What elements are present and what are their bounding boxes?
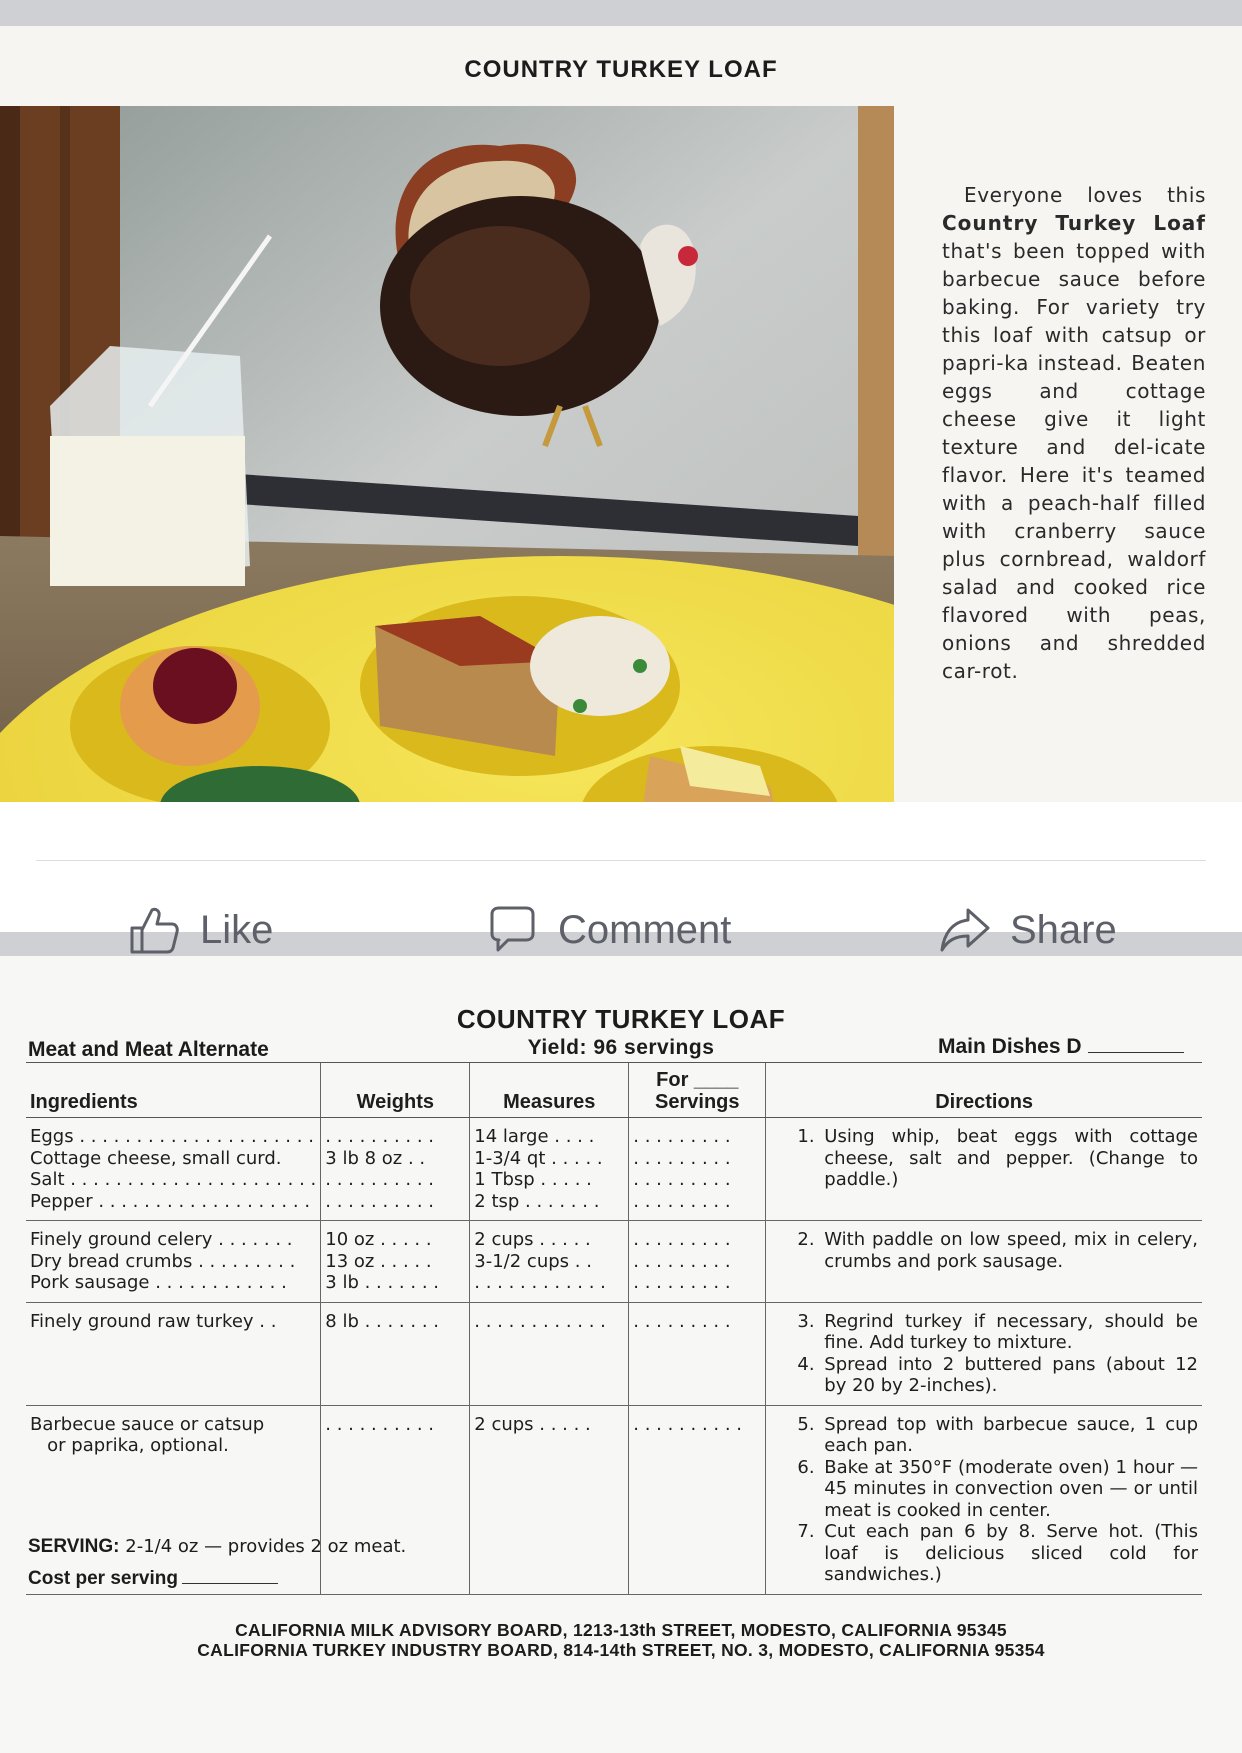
directions-cell [766,1221,1202,1303]
cost-per-serving [28,1568,278,1590]
action-divider [36,860,1206,861]
section-label: Main Dishes D [938,1035,1082,1058]
header-directions: Directions [766,1063,1202,1118]
ingredient-cell: Finely ground raw turkey . . [26,1302,321,1405]
cost-blank-line [182,1583,278,1584]
measure-cell: 14 large . . . . 1-3/4 qt . . . . . 1 Tbsp . . . . . 2 tsp . . . . . . . [470,1118,629,1221]
share-arrow-icon [936,902,992,958]
serving-info [28,1536,406,1558]
speech-bubble-icon [484,902,540,958]
like-button[interactable] [126,902,273,958]
recipe-row [26,1405,1202,1594]
header-servings: For ____ Servings [629,1063,766,1118]
measure-cell: . . . . . . . . . . . . [470,1302,629,1405]
weight-cell: . . . . . . . . . . 3 lb 8 oz . . . . . . . . . . . . . . . . . . . . . . [321,1118,470,1221]
directions-cell [766,1405,1202,1594]
recipe-blurb [942,181,1206,685]
header-weights: Weights [321,1063,470,1118]
direction-step: 7. Cut each pan 6 by 8. Serve hot. (This loaf is delicious sliced cold for sandwiches.) [820,1521,1198,1586]
servings-cell: . . . . . . . . . . . . . . . . . . . . . . . . . . . [629,1221,766,1303]
direction-step: 4. Spread into 2 buttered pans (about 12 by 20 by 2-inches). [820,1354,1198,1397]
weight-cell: 8 lb . . . . . . . [321,1302,470,1405]
top-gray-bar [0,0,1242,26]
direction-steps [770,1414,1198,1586]
direction-step: 5. Spread top with barbecue sauce, 1 cup each pan. [820,1414,1198,1457]
weight-cell: 10 oz . . . . . 13 oz . . . . . 3 lb . . . . . . . [321,1221,470,1303]
recipe-yield: Yield: 96 servings [527,1036,715,1059]
measure-cell: 2 cups . . . . . 3-1/2 cups . . . . . . . . . . . . . . [470,1221,629,1303]
section-blank-line [1088,1052,1184,1053]
recipe-row [26,1221,1202,1303]
servings-cell: . . . . . . . . . . . . . . . . . . . . . . . . . . . . . . . . . . . . [629,1118,766,1221]
recipe-table-header [26,1063,1202,1118]
ingredient-cell: Finely ground celery . . . . . . . Dry bread crumbs . . . . . . . . . Pork sausage . . . . . . . . . . . . [26,1221,321,1303]
serving-text: 2-1/4 oz — provides 2 oz meat. [125,1536,407,1557]
header-measures: Measures [470,1063,629,1118]
like-label: Like [200,907,274,952]
comment-label: Comment [558,907,732,952]
address-turkey-board: CALIFORNIA TURKEY INDUSTRY BOARD, 814-14th STREET, NO. 3, MODESTO, CALIFORNIA 95354 [197,1640,1045,1660]
post-image-top[interactable] [0,26,1242,802]
direction-steps [770,1311,1198,1397]
directions-cell [766,1302,1202,1405]
address-milk-board: CALIFORNIA MILK ADVISORY BOARD, 1213-13th STREET, MODESTO, CALIFORNIA 95345 [235,1620,1007,1640]
recipe-category: Meat and Meat Alternate [28,1038,269,1061]
ingredient-cell: Eggs . . . . . . . . . . . . . . . . . . . . . Cottage cheese, small curd. Salt . . . . . . . . . . . . . . . . . . . . . . Pepper . . . . . . . . . . . . . . . . . . . [26,1118,321,1221]
direction-step: 2. With paddle on low speed, mix in celery, crumbs and pork sausage. [820,1229,1198,1272]
post-action-bar [0,802,1242,952]
servings-cell: . . . . . . . . . [629,1302,766,1405]
serving-label: SERVING: [28,1536,120,1557]
ingredient-cell: Barbecue sauce or catsup or paprika, optional. [26,1405,321,1594]
direction-steps [770,1229,1198,1272]
blurb-intro: Everyone loves this [964,183,1206,207]
direction-step: 6. Bake at 350°F (moderate oven) 1 hour — 45 minutes in convection oven — or until meat is cooked in center. [820,1457,1198,1522]
thumbs-up-icon [126,902,182,958]
recipe-row [26,1302,1202,1405]
measure-cell: 2 cups . . . . . [470,1405,629,1594]
share-button[interactable] [936,902,1117,958]
comment-button[interactable] [484,902,731,958]
cost-label: Cost per serving [28,1568,178,1589]
recipe-section [938,1035,1184,1059]
blurb-highlight: Country Turkey Loaf [942,211,1206,235]
direction-step: 1. Using whip, beat eggs with cottage cheese, salt and pepper. (Change to paddle.) [820,1126,1198,1191]
share-label: Share [1010,907,1117,952]
directions-cell [766,1118,1202,1221]
recipe-row [26,1118,1202,1221]
recipe-card-title: COUNTRY TURKEY LOAF [456,1004,786,1034]
recipe-table [26,1062,1202,1595]
servings-cell: . . . . . . . . . . [629,1405,766,1594]
post-image-bottom[interactable] [0,956,1242,1753]
weight-cell: . . . . . . . . . . [321,1405,470,1594]
blurb-rest: that's been topped with barbecue sauce before baking. For variety try this loaf with catsup or papri-ka instead. Beaten eggs and cottage cheese give it light texture and del-icate flavor. Here it's teamed with a peach-half filled with cranberry sauce plus cornbread, waldorf salad and cooked rice flavored with peas, onions and shredded car-rot. [942,239,1206,683]
turkey-loaf-photo [0,106,894,802]
header-ingredients: Ingredients [26,1063,321,1118]
direction-step: 3. Regrind turkey if necessary, should be fine. Add turkey to mixture. [820,1311,1198,1354]
direction-steps [770,1126,1198,1191]
recipe-title-top: COUNTRY TURKEY LOAF [464,56,778,83]
